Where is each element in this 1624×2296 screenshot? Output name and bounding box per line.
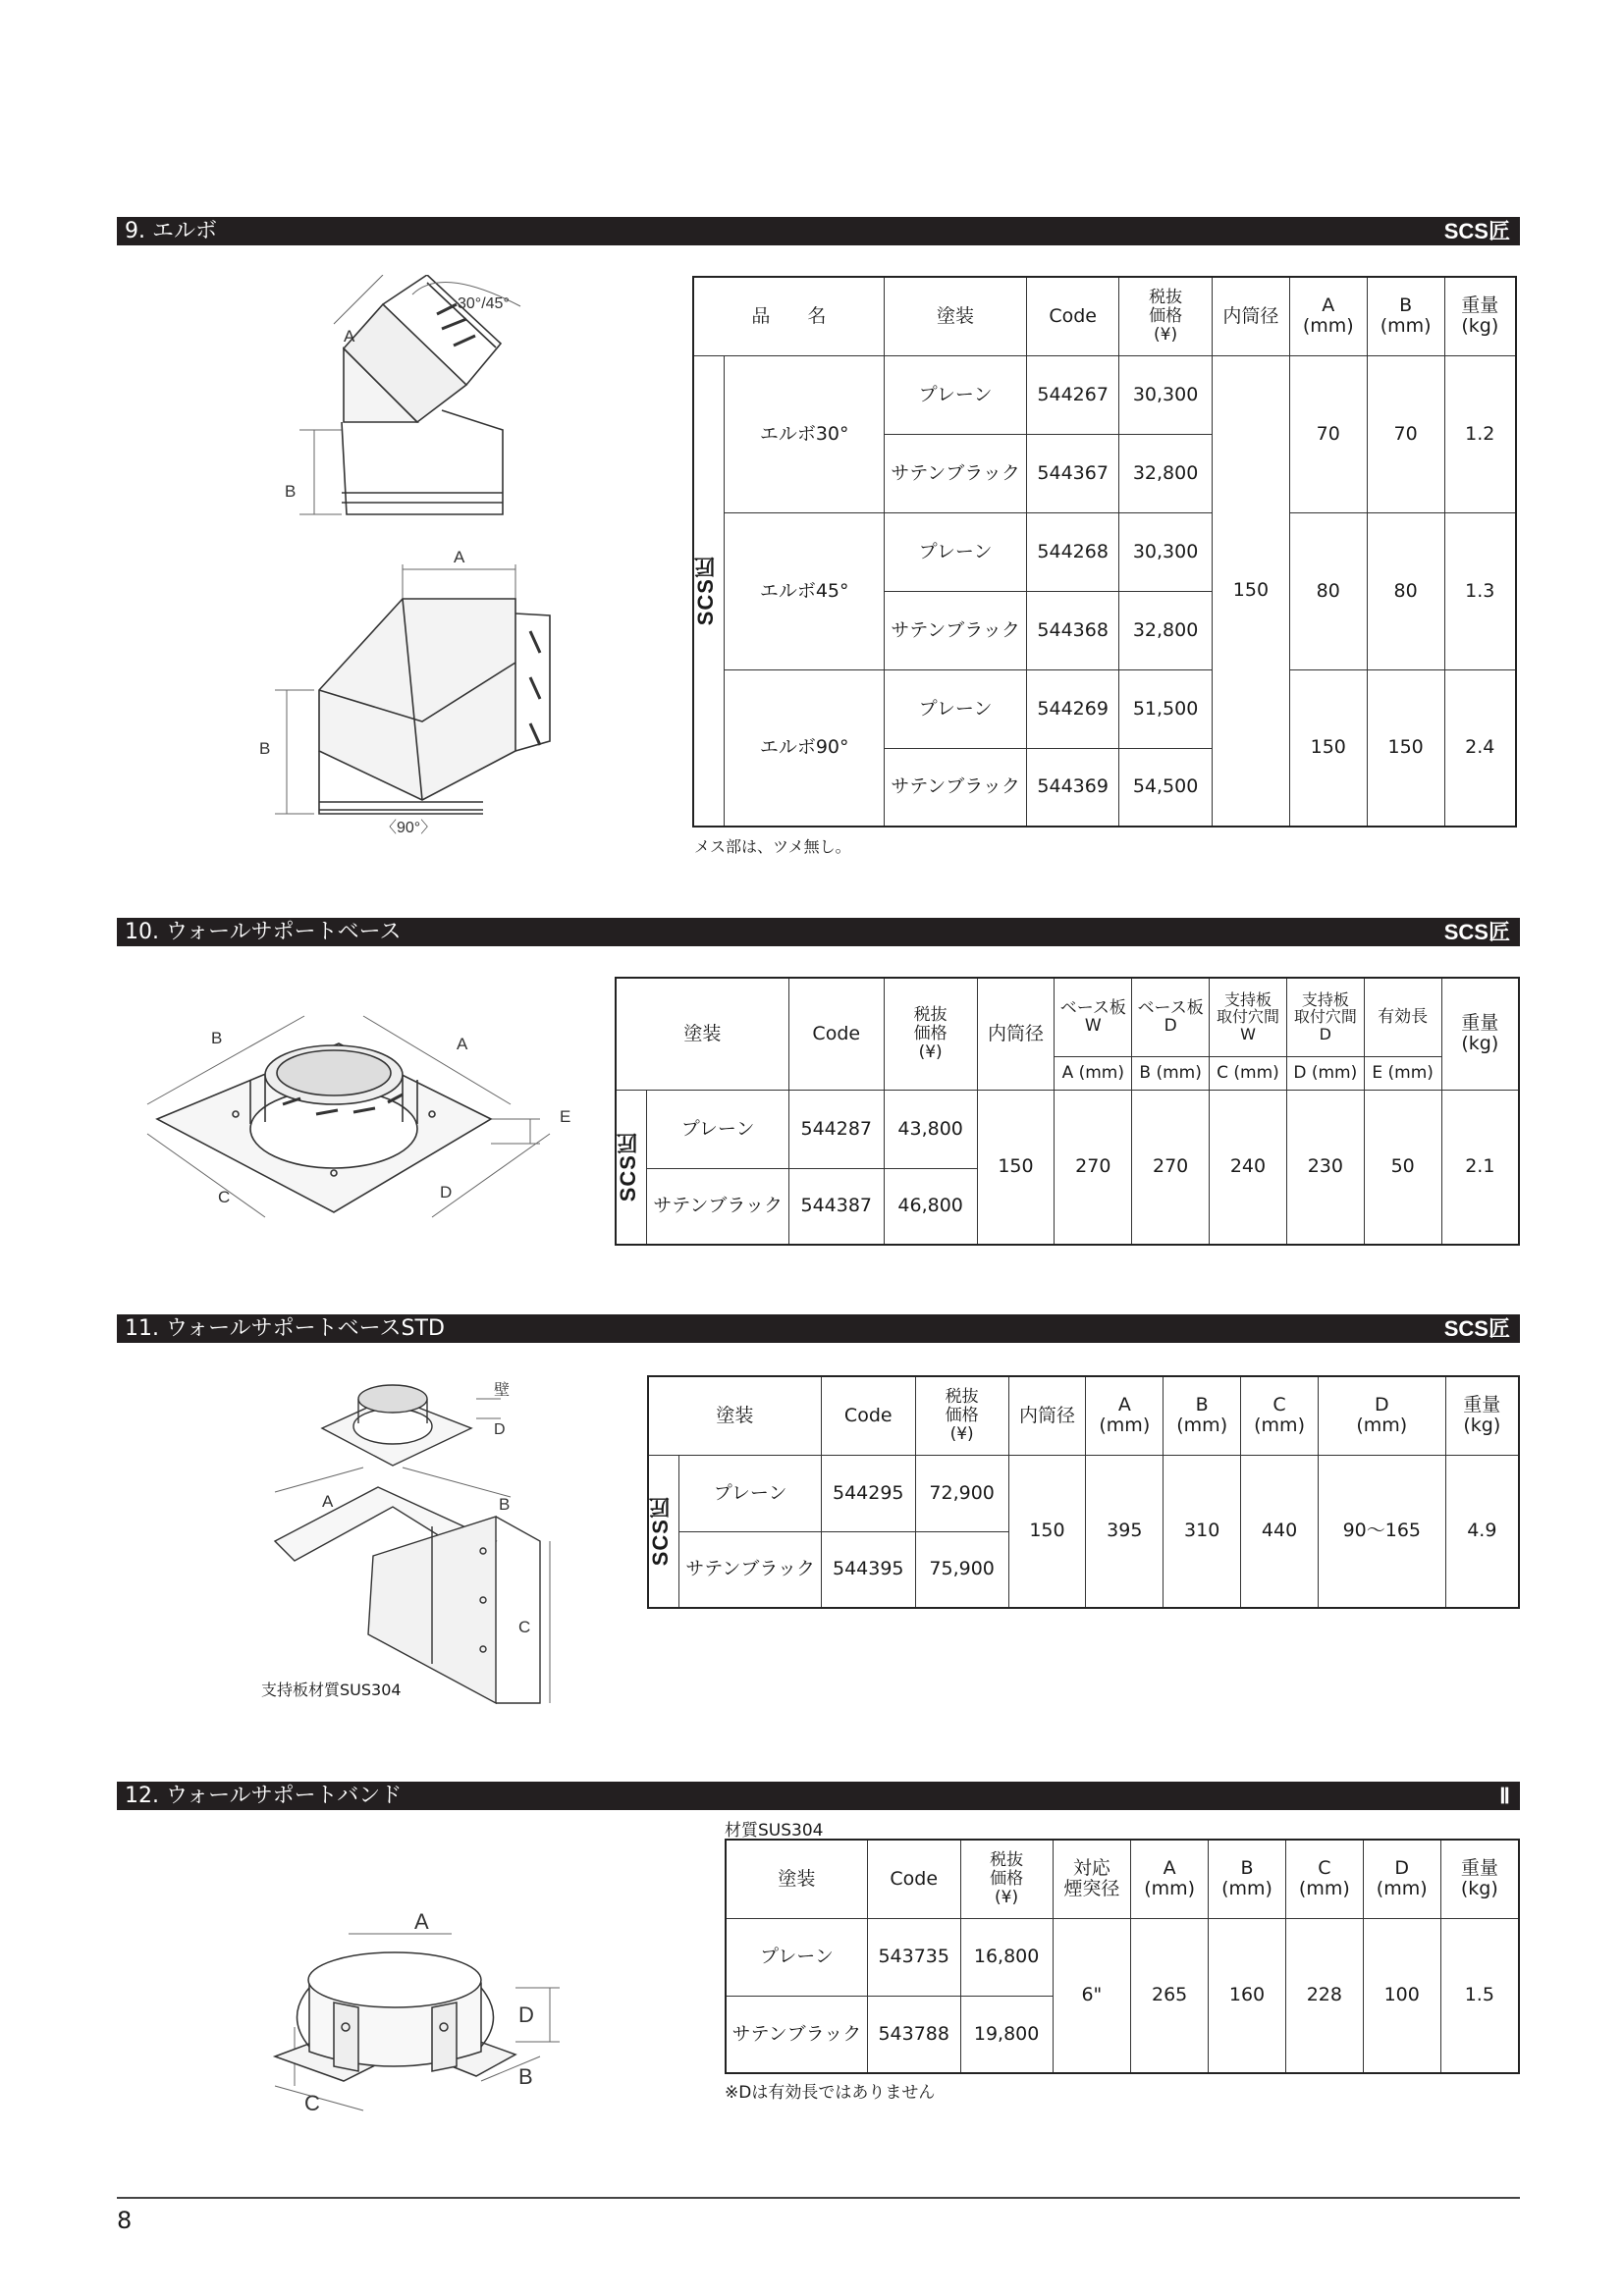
col-price: 税抜 価格 (¥) xyxy=(915,1376,1008,1455)
price-value: 16,800 xyxy=(960,1918,1053,1996)
section-header-wall-support-base-std xyxy=(117,1314,1520,1343)
dim-label-b: B xyxy=(518,2064,533,2089)
col-weight: 重量 (kg) xyxy=(1444,277,1516,355)
col-weight: 重量 (kg) xyxy=(1440,1840,1519,1918)
dim-label-e: E xyxy=(560,1107,571,1126)
col-base-d: ベース板 D xyxy=(1132,978,1210,1056)
price-value: 46,800 xyxy=(884,1168,977,1245)
code-value: 544369 xyxy=(1027,748,1119,827)
col-c: C (mm) xyxy=(1241,1376,1319,1455)
c-value: 228 xyxy=(1285,1918,1363,2073)
series-tag: Ⅱ xyxy=(1499,1784,1510,1808)
b-value: 270 xyxy=(1132,1090,1210,1245)
series-tag: SCS匠 xyxy=(1443,219,1510,243)
dim-label-a: A xyxy=(414,1909,429,1934)
col-paint: 塗装 xyxy=(726,1840,867,1918)
material-note: 材質SUS304 xyxy=(725,1821,824,1841)
col-inner: 内筒径 xyxy=(1213,277,1290,355)
c-value: 440 xyxy=(1241,1455,1319,1608)
angle-label: 〈90°〉 xyxy=(381,820,437,836)
dim-label-a: A xyxy=(322,1492,334,1511)
price-value: 75,900 xyxy=(915,1531,1008,1608)
wall-support-band-drawing xyxy=(255,1909,569,2135)
paint-value: プレーン xyxy=(884,355,1026,434)
col-code: Code xyxy=(788,978,884,1090)
footer-rule xyxy=(117,2197,1520,2199)
d-value: 100 xyxy=(1363,1918,1440,2073)
dim-label-a: A xyxy=(457,1035,468,1053)
series-label: SCS匠 xyxy=(648,1496,673,1567)
weight-value: 2.1 xyxy=(1441,1090,1519,1245)
wall-support-base-drawing xyxy=(137,1006,589,1237)
paint-value: サテンブラック xyxy=(679,1531,821,1608)
col-paint: 塗装 xyxy=(884,277,1026,355)
paint-value: プレーン xyxy=(884,512,1026,591)
col-d: D (mm) xyxy=(1319,1376,1446,1455)
series-tag: SCS匠 xyxy=(1443,1316,1510,1341)
col-a: A (mm) xyxy=(1289,277,1367,355)
price-value: 54,500 xyxy=(1119,748,1213,827)
b-value: 150 xyxy=(1367,669,1444,827)
page-number: 8 xyxy=(117,2207,133,2234)
col-support-w: 支持板 取付穴間 W xyxy=(1210,978,1287,1056)
col-price: 税抜 価格 (¥) xyxy=(884,978,977,1090)
product-name: エルボ45° xyxy=(725,512,884,669)
series-label: SCS匠 xyxy=(693,556,718,626)
price-value: 32,800 xyxy=(1119,591,1213,669)
b-value: 160 xyxy=(1209,1918,1286,2073)
col-inner: 内筒径 xyxy=(1008,1376,1086,1455)
inner-value: 150 xyxy=(1008,1455,1086,1608)
paint-value: プレーン xyxy=(679,1455,821,1531)
paint-value: プレーン xyxy=(647,1090,788,1168)
dim-label-c: C xyxy=(304,2091,320,2115)
code-value: 544367 xyxy=(1027,434,1119,512)
section-title: 12. ウォールサポートバンド xyxy=(125,1784,403,1808)
code-value: 544267 xyxy=(1027,355,1119,434)
dim-label-b: B xyxy=(211,1029,223,1047)
section-title: 10. ウォールサポートベース xyxy=(125,920,402,944)
col-code: Code xyxy=(867,1840,960,1918)
col-price: 税抜 価格 (¥) xyxy=(960,1840,1053,1918)
paint-value: プレーン xyxy=(726,1918,867,1996)
weight-value: 4.9 xyxy=(1445,1455,1519,1608)
col-weight: 重量 (kg) xyxy=(1445,1376,1519,1455)
weight-value: 1.5 xyxy=(1440,1918,1519,2073)
paint-value: プレーン xyxy=(884,669,1026,748)
col-base-w: ベース板 W xyxy=(1055,978,1132,1056)
price-value: 32,800 xyxy=(1119,434,1213,512)
code-value: 544295 xyxy=(821,1455,915,1531)
wall-label: 壁 xyxy=(494,1382,511,1399)
dim-label-b: B xyxy=(285,482,297,501)
code-value: 544268 xyxy=(1027,512,1119,591)
dim-label-a: A xyxy=(344,327,355,346)
series-label: SCS匠 xyxy=(616,1132,640,1202)
weight-value: 2.4 xyxy=(1444,669,1516,827)
code-value: 544269 xyxy=(1027,669,1119,748)
col-support-d: 支持板 取付穴間 D xyxy=(1286,978,1364,1056)
col-b: B (mm) xyxy=(1164,1376,1241,1455)
unit-e: E (mm) xyxy=(1364,1056,1441,1090)
b-value: 80 xyxy=(1367,512,1444,669)
price-value: 51,500 xyxy=(1119,669,1213,748)
a-value: 80 xyxy=(1289,512,1367,669)
col-paint: 塗装 xyxy=(616,978,788,1090)
col-effective-length: 有効長 xyxy=(1364,978,1441,1056)
elbow-90-drawing xyxy=(255,545,599,859)
price-value: 30,300 xyxy=(1119,512,1213,591)
product-name: エルボ90° xyxy=(725,669,884,827)
inner-value: 150 xyxy=(977,1090,1055,1245)
dim-label-c: C xyxy=(218,1188,231,1206)
col-inner: 内筒径 xyxy=(977,978,1055,1090)
elbow-note: メス部は、ツメ無し。 xyxy=(694,837,851,856)
dim-label-c: C xyxy=(518,1618,531,1636)
code-value: 544287 xyxy=(788,1090,884,1168)
inner-value: 150 xyxy=(1213,355,1290,827)
a-value: 395 xyxy=(1086,1455,1164,1608)
series-tag: SCS匠 xyxy=(1443,920,1510,944)
d-value: 90〜165 xyxy=(1319,1455,1446,1608)
unit-c: C (mm) xyxy=(1210,1056,1287,1090)
wall-support-base-std-drawing xyxy=(255,1379,579,1713)
price-value: 72,900 xyxy=(915,1455,1008,1531)
unit-a: A (mm) xyxy=(1055,1056,1132,1090)
section-header-wall-support-base xyxy=(117,918,1520,946)
col-b: B (mm) xyxy=(1209,1840,1286,1918)
a-value: 70 xyxy=(1289,355,1367,512)
weight-value: 1.2 xyxy=(1444,355,1516,512)
section-title: 11. ウォールサポートベースSTD xyxy=(125,1316,445,1341)
e-value: 50 xyxy=(1364,1090,1441,1245)
col-paint: 塗装 xyxy=(648,1376,821,1455)
code-value: 543735 xyxy=(867,1918,960,1996)
elbow-30-45-drawing xyxy=(275,275,589,530)
unit-d: D (mm) xyxy=(1286,1056,1364,1090)
support-plate-material-note: 支持板材質SUS304 xyxy=(261,1681,402,1699)
col-weight: 重量 (kg) xyxy=(1441,978,1519,1090)
wall-support-band-spec-table xyxy=(725,1839,1520,2074)
dim-label-d: D xyxy=(518,2002,534,2027)
code-value: 543788 xyxy=(867,1996,960,2073)
flue-value: 6" xyxy=(1053,1918,1131,2073)
code-value: 544387 xyxy=(788,1168,884,1245)
wall-support-base-spec-table xyxy=(615,977,1520,1246)
wall-support-base-std-spec-table xyxy=(647,1375,1520,1609)
c-value: 240 xyxy=(1210,1090,1287,1245)
col-code: Code xyxy=(1027,277,1119,355)
col-code: Code xyxy=(821,1376,915,1455)
b-value: 310 xyxy=(1164,1455,1241,1608)
price-value: 43,800 xyxy=(884,1090,977,1168)
a-value: 150 xyxy=(1289,669,1367,827)
d-dimension-note: ※Dは有効長ではありません xyxy=(725,2083,936,2103)
a-value: 270 xyxy=(1055,1090,1132,1245)
paint-value: サテンブラック xyxy=(884,434,1026,512)
section-header-elbow xyxy=(117,217,1520,245)
code-value: 544395 xyxy=(821,1531,915,1608)
dim-label-d: D xyxy=(494,1421,506,1438)
col-name: 品 名 xyxy=(693,277,884,355)
col-b: B (mm) xyxy=(1367,277,1444,355)
code-value: 544368 xyxy=(1027,591,1119,669)
dim-label-b: B xyxy=(259,739,271,758)
paint-value: サテンブラック xyxy=(884,748,1026,827)
paint-value: サテンブラック xyxy=(726,1996,867,2073)
dim-label-d: D xyxy=(440,1183,453,1201)
d-value: 230 xyxy=(1286,1090,1364,1245)
elbow-spec-table xyxy=(692,276,1517,828)
b-value: 70 xyxy=(1367,355,1444,512)
col-price: 税抜 価格 (¥) xyxy=(1119,277,1213,355)
product-name: エルボ30° xyxy=(725,355,884,512)
dim-label-b: B xyxy=(499,1495,511,1514)
col-flue-diameter: 対応 煙突径 xyxy=(1053,1840,1131,1918)
col-a: A (mm) xyxy=(1131,1840,1209,1918)
unit-b: B (mm) xyxy=(1132,1056,1210,1090)
angle-label: 30°/45° xyxy=(458,295,510,312)
col-d: D (mm) xyxy=(1363,1840,1440,1918)
paint-value: サテンブラック xyxy=(647,1168,788,1245)
paint-value: サテンブラック xyxy=(884,591,1026,669)
price-value: 30,300 xyxy=(1119,355,1213,434)
dim-label-a: A xyxy=(454,548,465,566)
a-value: 265 xyxy=(1131,1918,1209,2073)
price-value: 19,800 xyxy=(960,1996,1053,2073)
col-c: C (mm) xyxy=(1285,1840,1363,1918)
col-a: A (mm) xyxy=(1086,1376,1164,1455)
section-title: 9. エルボ xyxy=(125,219,217,243)
weight-value: 1.3 xyxy=(1444,512,1516,669)
section-header-wall-support-band xyxy=(117,1782,1520,1810)
